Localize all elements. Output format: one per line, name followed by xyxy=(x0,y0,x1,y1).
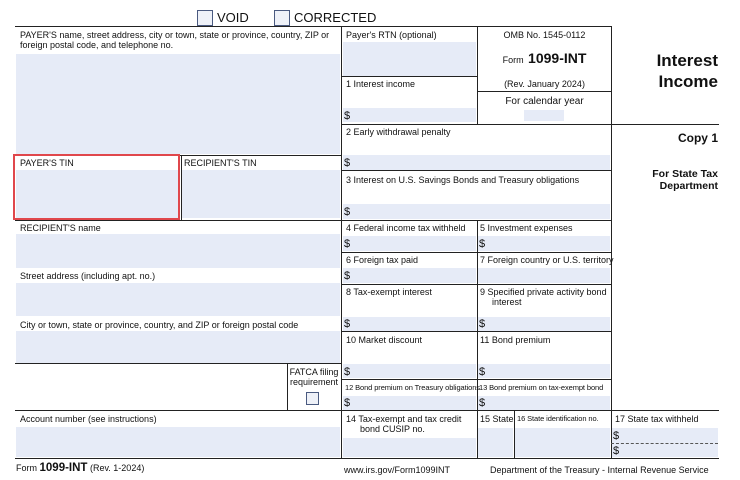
box2-dollar: $ xyxy=(344,157,351,169)
box3-label: 3 Interest on U.S. Savings Bonds and Treasury obligations xyxy=(346,175,580,185)
box16-field[interactable] xyxy=(515,428,610,457)
footer-url[interactable]: www.irs.gov/Form1099INT xyxy=(344,465,451,475)
footer-form-name: Form 1099-INT (Rev. 1-2024) xyxy=(16,462,145,474)
box13-dollar: $ xyxy=(479,397,486,409)
box17-dollar-2: $ xyxy=(613,445,620,457)
form-revision: (Rev. January 2024) xyxy=(504,79,585,89)
account-number-field[interactable] xyxy=(16,427,340,457)
city-label: City or town, state or province, country, and ZIP or foreign postal code xyxy=(20,320,299,330)
box11-label: 11 Bond premium xyxy=(480,335,551,345)
box12-dollar: $ xyxy=(344,397,351,409)
copy-label: Copy 1 xyxy=(677,131,718,145)
corrected-checkbox[interactable] xyxy=(274,10,290,26)
box5-dollar: $ xyxy=(479,238,486,250)
box8-dollar: $ xyxy=(344,318,351,330)
box10-dollar: $ xyxy=(344,366,351,378)
recipient-name-label: RECIPIENT'S name xyxy=(20,223,101,233)
fatca-label: FATCA filing requirement xyxy=(289,367,339,387)
box9-label: 9 Specified private activity bond interest xyxy=(480,287,607,307)
corrected-label: CORRECTED xyxy=(294,10,377,25)
box1-dollar: $ xyxy=(344,110,351,122)
box10-field[interactable] xyxy=(343,364,476,378)
box6-field[interactable] xyxy=(343,268,476,283)
box7-label: 7 Foreign country or U.S. territory xyxy=(480,255,614,265)
recipient-tin-field[interactable] xyxy=(182,170,340,218)
street-address-field[interactable] xyxy=(16,283,340,316)
box14-field[interactable] xyxy=(343,438,476,457)
box12-label: 12 Bond premium on Treasury obligations xyxy=(345,383,480,392)
copy-destination: For State Tax Department xyxy=(652,168,718,192)
box14-label: 14 Tax-exempt and tax credit bond CUSIP no. xyxy=(346,414,462,434)
box3-dollar: $ xyxy=(344,206,351,218)
box4-dollar: $ xyxy=(344,238,351,250)
omb-number: OMB No. 1545-0112 xyxy=(503,30,586,40)
calendar-year-field[interactable] xyxy=(524,110,564,121)
payer-tin-label: PAYER'S TIN xyxy=(20,158,74,168)
box11-field[interactable] xyxy=(478,364,610,378)
recipient-name-field[interactable] xyxy=(16,234,340,268)
box3-field[interactable] xyxy=(343,204,610,219)
calendar-year-label: For calendar year xyxy=(505,96,584,107)
fatca-checkbox[interactable] xyxy=(306,392,319,405)
box5-label: 5 Investment expenses xyxy=(480,223,573,233)
box9-dollar: $ xyxy=(479,318,486,330)
box1-label: 1 Interest income xyxy=(346,79,416,89)
form-heading: Interest Income xyxy=(656,51,718,91)
payer-name-label: PAYER'S name, street address, city or town, state or province, country, ZIP or foreign postal code, and telephone no. xyxy=(20,30,330,50)
box6-label: 6 Foreign tax paid xyxy=(346,255,419,265)
box8-field[interactable] xyxy=(343,317,476,331)
box9-field[interactable] xyxy=(478,317,610,331)
box4-field[interactable] xyxy=(343,236,476,251)
void-checkbox[interactable] xyxy=(197,10,213,26)
payer-rtn-field[interactable] xyxy=(343,42,476,76)
city-field[interactable] xyxy=(16,331,340,363)
box1-field[interactable] xyxy=(343,108,476,122)
box8-label: 8 Tax-exempt interest xyxy=(346,287,432,297)
form-title: Form 1099-INT xyxy=(502,50,587,66)
box17-label: 17 State tax withheld xyxy=(615,414,699,424)
box2-field[interactable] xyxy=(343,155,610,170)
box12-field[interactable] xyxy=(343,396,476,410)
box7-field[interactable] xyxy=(478,268,610,283)
box13-label: 13 Bond premium on tax-exempt bond xyxy=(479,383,604,392)
payer-tin-highlight xyxy=(13,154,180,220)
box2-label: 2 Early withdrawal penalty xyxy=(346,127,451,137)
box13-field[interactable] xyxy=(478,396,610,410)
box17-dollar-1: $ xyxy=(613,430,620,442)
recipient-tin-label: RECIPIENT'S TIN xyxy=(184,158,257,168)
footer-department: Department of the Treasury - Internal Revenue Service xyxy=(490,465,709,475)
box4-label: 4 Federal income tax withheld xyxy=(346,223,466,233)
box6-dollar: $ xyxy=(344,270,351,282)
payer-rtn-label: Payer's RTN (optional) xyxy=(346,30,437,40)
box16-label: 16 State identification no. xyxy=(517,414,599,423)
payer-name-field[interactable] xyxy=(16,54,340,154)
box5-field[interactable] xyxy=(478,236,610,251)
box15-field[interactable] xyxy=(478,428,513,457)
street-address-label: Street address (including apt. no.) xyxy=(20,271,156,281)
account-number-label: Account number (see instructions) xyxy=(20,414,157,424)
box10-label: 10 Market discount xyxy=(346,335,423,345)
void-label: VOID xyxy=(217,10,249,25)
box11-dollar: $ xyxy=(479,366,486,378)
box15-label: 15 State xyxy=(480,414,514,424)
